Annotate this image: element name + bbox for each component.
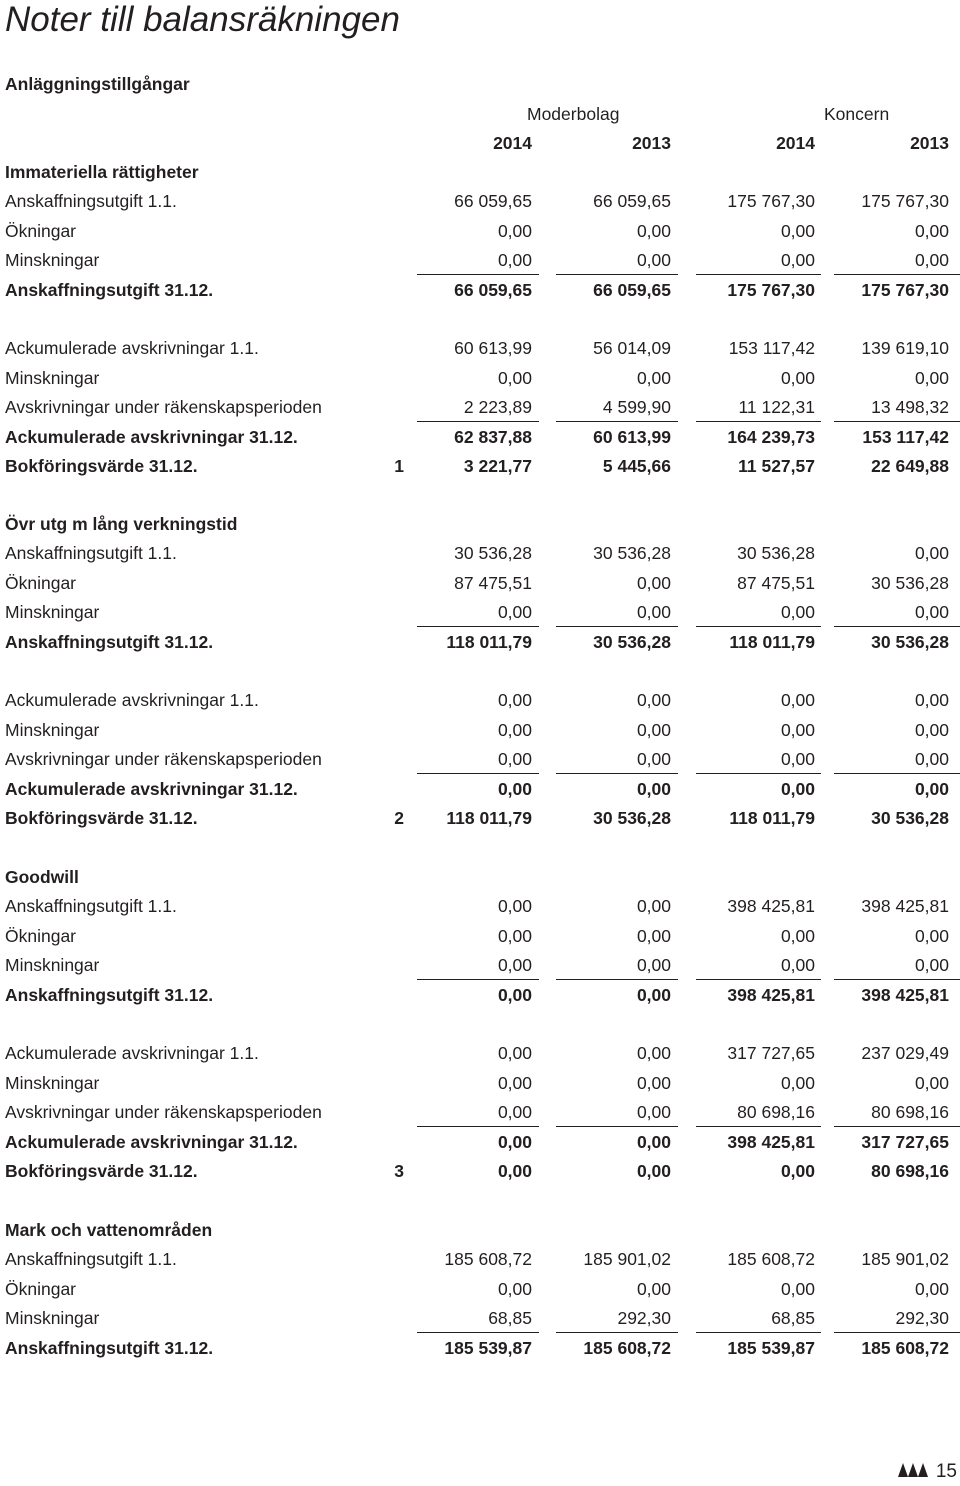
subtotal-rule bbox=[696, 1332, 821, 1333]
row-label: Ökningar bbox=[5, 925, 77, 946]
subtotal-rule bbox=[417, 979, 539, 980]
subtotal-rule bbox=[556, 626, 678, 627]
value-cell: 60 613,99 bbox=[454, 338, 532, 359]
page-footer bbox=[898, 1458, 957, 1486]
value-cell: 0,00 bbox=[497, 250, 532, 271]
value-cell: 0,00 bbox=[636, 1161, 671, 1181]
value-cell: 292,30 bbox=[617, 1308, 671, 1329]
value-cell: 0,00 bbox=[636, 955, 671, 976]
value-cell: 0,00 bbox=[636, 1131, 671, 1152]
value-cell: 175 767,30 bbox=[727, 279, 815, 300]
value-cell: 0,00 bbox=[636, 749, 671, 770]
value-cell: 0,00 bbox=[780, 690, 815, 711]
subtotal-rule bbox=[834, 773, 960, 774]
value-cell: 0,00 bbox=[780, 1161, 815, 1181]
value-cell: 185 901,02 bbox=[861, 1249, 949, 1270]
value-cell: 185 608,72 bbox=[861, 1337, 949, 1358]
subtotal-rule bbox=[834, 421, 960, 422]
value-cell: 0,00 bbox=[636, 367, 671, 388]
value-cell: 30 536,28 bbox=[737, 543, 815, 564]
value-cell: 0,00 bbox=[780, 719, 815, 740]
row-label: Anskaffningsutgift 31.12. bbox=[5, 631, 214, 652]
row-label: Anskaffningsutgift 1.1. bbox=[5, 543, 177, 564]
table-row bbox=[0, 220, 960, 249]
value-cell: 0,00 bbox=[780, 1278, 815, 1299]
subtotal-rule bbox=[696, 274, 821, 275]
section-title: Immateriella rättigheter bbox=[5, 162, 199, 182]
value-cell: 185 608,72 bbox=[444, 1249, 532, 1270]
row-label: Minskningar bbox=[5, 602, 100, 623]
value-cell: 0,00 bbox=[497, 1131, 532, 1152]
section-title: Mark och vattenområden bbox=[5, 1220, 213, 1240]
subtotal-rule bbox=[556, 1126, 678, 1127]
subtotal-rule bbox=[556, 1332, 678, 1333]
year-header-consolidated-2013: 2013 bbox=[910, 133, 949, 153]
note-number: 1 bbox=[394, 456, 404, 476]
value-cell: 0,00 bbox=[636, 778, 671, 799]
value-cell: 175 767,30 bbox=[861, 191, 949, 212]
subtotal-rule bbox=[696, 1126, 821, 1127]
value-cell: 0,00 bbox=[497, 1161, 532, 1181]
value-cell: 118 011,79 bbox=[446, 808, 532, 828]
value-cell: 175 767,30 bbox=[861, 279, 949, 300]
value-cell: 60 613,99 bbox=[593, 426, 671, 447]
value-cell: 0,00 bbox=[780, 1072, 815, 1093]
table-row bbox=[0, 895, 960, 924]
value-cell: 62 837,88 bbox=[454, 426, 532, 447]
row-label: Anskaffningsutgift 31.12. bbox=[5, 279, 214, 300]
subtotal-rule bbox=[417, 1126, 539, 1127]
row-label: Ackumulerade avskrivningar 31.12. bbox=[5, 1131, 298, 1152]
value-cell: 66 059,65 bbox=[454, 191, 532, 212]
table-row bbox=[0, 426, 960, 455]
value-cell: 0,00 bbox=[914, 778, 949, 799]
row-label: Avskrivningar under räkenskapsperioden bbox=[5, 397, 322, 418]
value-cell: 0,00 bbox=[497, 1278, 532, 1299]
value-cell: 0,00 bbox=[636, 1072, 671, 1093]
value-cell: 153 117,42 bbox=[862, 426, 949, 447]
row-label: Ackumulerade avskrivningar 31.12. bbox=[5, 426, 298, 447]
column-group-parent-company: Moderbolag bbox=[527, 104, 620, 124]
value-cell: 0,00 bbox=[914, 1278, 949, 1299]
column-group-consolidated: Koncern bbox=[824, 104, 890, 124]
value-cell: 11 122,31 bbox=[738, 397, 815, 418]
value-cell: 0,00 bbox=[780, 955, 815, 976]
table-row bbox=[0, 1337, 960, 1366]
value-cell: 0,00 bbox=[497, 367, 532, 388]
value-cell: 118 011,79 bbox=[446, 631, 532, 652]
row-label: Avskrivningar under räkenskapsperioden bbox=[5, 1102, 322, 1123]
value-cell: 175 767,30 bbox=[727, 191, 815, 212]
table-row bbox=[0, 542, 960, 571]
subtotal-rule bbox=[556, 274, 678, 275]
value-cell: 237 029,49 bbox=[861, 1043, 949, 1064]
table-row bbox=[0, 1248, 960, 1277]
value-cell: 0,00 bbox=[636, 250, 671, 271]
value-cell: 0,00 bbox=[780, 925, 815, 946]
value-cell: 0,00 bbox=[497, 984, 532, 1005]
table-row bbox=[0, 455, 960, 484]
section-title: Övr utg m lång verkningstid bbox=[5, 514, 238, 534]
section-title: Goodwill bbox=[5, 867, 79, 887]
subtotal-rule bbox=[834, 626, 960, 627]
table-row bbox=[0, 689, 960, 718]
page-title: Noter till balansräkningen bbox=[5, 0, 400, 39]
table-row bbox=[0, 1278, 960, 1307]
value-cell: 30 536,28 bbox=[871, 572, 949, 593]
row-label: Ackumulerade avskrivningar 1.1. bbox=[5, 1043, 259, 1064]
row-label: Ökningar bbox=[5, 220, 77, 241]
value-cell: 0,00 bbox=[497, 778, 532, 799]
value-cell: 0,00 bbox=[780, 250, 815, 271]
subtotal-rule bbox=[696, 421, 821, 422]
value-cell: 0,00 bbox=[914, 250, 949, 271]
row-label: Minskningar bbox=[5, 1072, 100, 1093]
value-cell: 185 539,87 bbox=[444, 1337, 532, 1358]
value-cell: 0,00 bbox=[636, 984, 671, 1005]
value-cell: 139 619,10 bbox=[861, 338, 949, 359]
year-header-parent-2013: 2013 bbox=[632, 133, 671, 153]
value-cell: 3 221,77 bbox=[463, 456, 532, 476]
table-row bbox=[0, 367, 960, 396]
value-cell: 185 901,02 bbox=[583, 1249, 671, 1270]
table-row bbox=[0, 984, 960, 1013]
row-label: Anskaffningsutgift 1.1. bbox=[5, 1249, 177, 1270]
value-cell: 398 425,81 bbox=[861, 984, 949, 1005]
value-cell: 0,00 bbox=[497, 690, 532, 711]
row-label: Ackumulerade avskrivningar 1.1. bbox=[5, 690, 259, 711]
row-label: Avskrivningar under räkenskapsperioden bbox=[5, 749, 322, 770]
subtotal-rule bbox=[556, 773, 678, 774]
value-cell: 4 599,90 bbox=[602, 397, 671, 418]
value-cell: 0,00 bbox=[780, 749, 815, 770]
value-cell: 30 536,28 bbox=[871, 631, 949, 652]
value-cell: 87 475,51 bbox=[737, 572, 815, 593]
table-row bbox=[0, 807, 960, 836]
value-cell: 30 536,28 bbox=[593, 808, 671, 828]
value-cell: 0,00 bbox=[497, 955, 532, 976]
value-cell: 0,00 bbox=[636, 220, 671, 241]
value-cell: 118 011,79 bbox=[729, 631, 815, 652]
value-cell: 0,00 bbox=[914, 602, 949, 623]
table-row bbox=[0, 925, 960, 954]
subtotal-rule bbox=[696, 979, 821, 980]
value-cell: 317 727,65 bbox=[861, 1131, 949, 1152]
value-cell: 56 014,09 bbox=[593, 338, 671, 359]
value-cell: 22 649,88 bbox=[871, 456, 949, 476]
section-heading-assets: Anläggningstillgångar bbox=[5, 74, 190, 94]
row-label: Bokföringsvärde 31.12. bbox=[5, 456, 198, 476]
value-cell: 0,00 bbox=[780, 367, 815, 388]
value-cell: 30 536,28 bbox=[454, 543, 532, 564]
subtotal-rule bbox=[696, 626, 821, 627]
page-number: 15 bbox=[935, 1461, 957, 1482]
value-cell: 0,00 bbox=[780, 602, 815, 623]
value-cell: 68,85 bbox=[771, 1308, 815, 1329]
value-cell: 398 425,81 bbox=[727, 1131, 815, 1152]
value-cell: 80 698,16 bbox=[871, 1161, 949, 1181]
subtotal-rule bbox=[556, 421, 678, 422]
row-label: Minskningar bbox=[5, 719, 100, 740]
value-cell: 185 608,72 bbox=[583, 1337, 671, 1358]
value-cell: 0,00 bbox=[497, 925, 532, 946]
value-cell: 0,00 bbox=[497, 896, 532, 917]
subtotal-rule bbox=[834, 1126, 960, 1127]
subtotal-rule bbox=[417, 1332, 539, 1333]
table-row bbox=[0, 1131, 960, 1160]
value-cell: 185 539,87 bbox=[727, 1337, 815, 1358]
value-cell: 0,00 bbox=[914, 543, 949, 564]
value-cell: 0,00 bbox=[636, 1102, 671, 1123]
subtotal-rule bbox=[417, 421, 539, 422]
value-cell: 11 527,57 bbox=[738, 456, 815, 476]
value-cell: 164 239,73 bbox=[727, 426, 815, 447]
table-row bbox=[0, 190, 960, 219]
value-cell: 0,00 bbox=[497, 1072, 532, 1093]
note-number: 2 bbox=[394, 808, 404, 828]
value-cell: 0,00 bbox=[497, 602, 532, 623]
value-cell: 0,00 bbox=[914, 925, 949, 946]
subtotal-rule bbox=[834, 274, 960, 275]
value-cell: 87 475,51 bbox=[454, 572, 532, 593]
row-label: Ackumulerade avskrivningar 1.1. bbox=[5, 338, 259, 359]
value-cell: 398 425,81 bbox=[727, 984, 815, 1005]
value-cell: 0,00 bbox=[497, 1043, 532, 1064]
value-cell: 0,00 bbox=[914, 220, 949, 241]
subtotal-rule bbox=[417, 626, 539, 627]
value-cell: 153 117,42 bbox=[728, 338, 815, 359]
row-label: Minskningar bbox=[5, 1308, 100, 1329]
value-cell: 0,00 bbox=[914, 955, 949, 976]
row-label: Anskaffningsutgift 31.12. bbox=[5, 1337, 214, 1358]
triple-tree-logo-icon bbox=[898, 1463, 928, 1482]
value-cell: 0,00 bbox=[497, 220, 532, 241]
value-cell: 2 223,89 bbox=[463, 397, 532, 418]
value-cell: 0,00 bbox=[914, 749, 949, 770]
table-row bbox=[0, 1160, 960, 1189]
value-cell: 0,00 bbox=[497, 719, 532, 740]
value-cell: 0,00 bbox=[636, 896, 671, 917]
value-cell: 13 498,32 bbox=[871, 397, 949, 418]
table-row bbox=[0, 631, 960, 660]
value-cell: 118 011,79 bbox=[729, 808, 815, 828]
value-cell: 66 059,65 bbox=[593, 191, 671, 212]
value-cell: 0,00 bbox=[497, 749, 532, 770]
value-cell: 317 727,65 bbox=[727, 1043, 815, 1064]
row-label: Anskaffningsutgift 1.1. bbox=[5, 191, 177, 212]
value-cell: 0,00 bbox=[914, 719, 949, 740]
table-row bbox=[0, 719, 960, 748]
subtotal-rule bbox=[696, 773, 821, 774]
year-header-parent-2014: 2014 bbox=[493, 133, 532, 153]
row-label: Ackumulerade avskrivningar 31.12. bbox=[5, 778, 298, 799]
subtotal-rule bbox=[834, 979, 960, 980]
row-label: Bokföringsvärde 31.12. bbox=[5, 1161, 198, 1181]
table-row bbox=[0, 337, 960, 366]
value-cell: 5 445,66 bbox=[602, 456, 671, 476]
table-row bbox=[0, 1042, 960, 1071]
value-cell: 0,00 bbox=[636, 572, 671, 593]
subtotal-rule bbox=[417, 773, 539, 774]
row-label: Minskningar bbox=[5, 250, 100, 271]
row-label: Bokföringsvärde 31.12. bbox=[5, 808, 198, 828]
value-cell: 66 059,65 bbox=[593, 279, 671, 300]
subtotal-rule bbox=[417, 274, 539, 275]
value-cell: 80 698,16 bbox=[737, 1102, 815, 1123]
row-label: Minskningar bbox=[5, 367, 100, 388]
value-cell: 0,00 bbox=[780, 778, 815, 799]
table-row bbox=[0, 778, 960, 807]
value-cell: 68,85 bbox=[488, 1308, 532, 1329]
note-number: 3 bbox=[394, 1161, 404, 1181]
value-cell: 398 425,81 bbox=[861, 896, 949, 917]
subtotal-rule bbox=[834, 1332, 960, 1333]
table-row bbox=[0, 1072, 960, 1101]
value-cell: 0,00 bbox=[636, 602, 671, 623]
year-header-consolidated-2014: 2014 bbox=[776, 133, 815, 153]
value-cell: 185 608,72 bbox=[727, 1249, 815, 1270]
value-cell: 0,00 bbox=[636, 1278, 671, 1299]
value-cell: 0,00 bbox=[914, 367, 949, 388]
value-cell: 0,00 bbox=[780, 220, 815, 241]
value-cell: 66 059,65 bbox=[454, 279, 532, 300]
row-label: Ökningar bbox=[5, 1278, 77, 1299]
value-cell: 0,00 bbox=[636, 690, 671, 711]
value-cell: 80 698,16 bbox=[871, 1102, 949, 1123]
value-cell: 30 536,28 bbox=[593, 631, 671, 652]
value-cell: 30 536,28 bbox=[593, 543, 671, 564]
value-cell: 398 425,81 bbox=[727, 896, 815, 917]
row-label: Minskningar bbox=[5, 955, 100, 976]
value-cell: 30 536,28 bbox=[871, 808, 949, 828]
value-cell: 0,00 bbox=[636, 719, 671, 740]
table-row bbox=[0, 279, 960, 308]
value-cell: 292,30 bbox=[895, 1308, 949, 1329]
row-label: Anskaffningsutgift 31.12. bbox=[5, 984, 214, 1005]
value-cell: 0,00 bbox=[914, 690, 949, 711]
subtotal-rule bbox=[556, 979, 678, 980]
value-cell: 0,00 bbox=[497, 1102, 532, 1123]
table-row bbox=[0, 572, 960, 601]
row-label: Ökningar bbox=[5, 572, 77, 593]
row-label: Anskaffningsutgift 1.1. bbox=[5, 896, 177, 917]
value-cell: 0,00 bbox=[636, 1043, 671, 1064]
value-cell: 0,00 bbox=[914, 1072, 949, 1093]
value-cell: 0,00 bbox=[636, 925, 671, 946]
